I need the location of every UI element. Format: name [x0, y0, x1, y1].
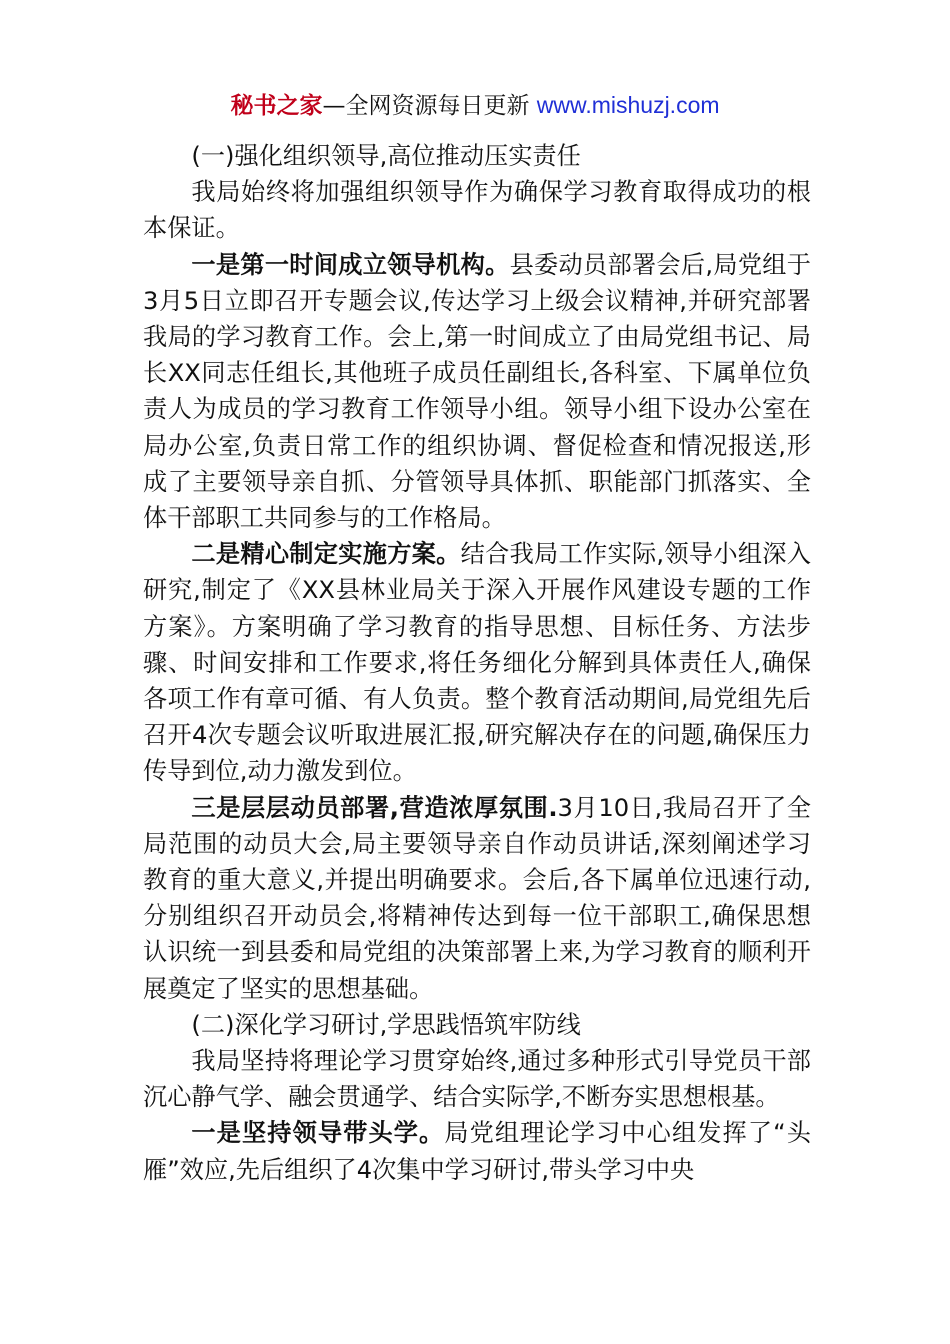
bold-lead: 三是层层动员部署,营造浓厚氛围. [191, 793, 558, 822]
bold-lead: 一是第一时间成立领导机构。 [191, 250, 510, 279]
paragraph-intro-1: 我局始终将加强组织领导作为确保学习教育取得成功的根本保证。 [143, 178, 811, 243]
paragraph-lead-study: 一是坚持领导带头学。局党组理论学习中心组发挥了“头雁”效应,先后组织了4次集中学习研讨,带头学习中央 [143, 1119, 811, 1184]
section-heading-1: (一)强化组织领导,高位推动压实责任 [191, 142, 581, 170]
paragraph-plan: 二是精心制定实施方案。结合我局工作实际,领导小组深入研究,制定了《XX县林业局关于深入开展作风建设专题的工作方案》。方案明确了学习教育的指导思想、目标任务、方法步骤、时间安排和工作要求,将任务细化分解到具体责任人,确保各项工作有章可循、有人负责。整个教育活动期间,局党组先后召开4次专题会议听取进展汇报,研究解决存在的问题,确保压力传导到位,动力激发到位。 [143, 540, 811, 786]
header-tagline: —全网资源每日更新 [322, 93, 537, 119]
section-heading-2: (二)深化学习研讨,学思践悟筑牢防线 [191, 1010, 581, 1039]
paragraph-leadership-body: 一是第一时间成立领导机构。县委动员部署会后,局党组于3月5日立即召开专题会议,传达学习上级会议精神,并研究部署我局的学习教育工作。会上,第一时间成立了由局党组书记、局长XX同志任组长,其他班子成员任副组长,各科室、下属单位负责人为成员的学习教育工作领导小组。领导小组下设办公室在局办公室,负责日常工作的组织协调、督促检查和情况报送,形成了主要领导亲自抓、分管领导具体抓、职能部门抓落实、全体干部职工共同参与的工作格局。 [143, 250, 811, 533]
brand-name: 秘书之家 [230, 93, 323, 119]
paragraph-intro-2: 我局坚持将理论学习贯穿始终,通过多种形式引导党员干部沉心静气学、融会贯通学、结合实际学,不断夯实思想根基。 [143, 1047, 811, 1112]
paragraph-mobilization: 三是层层动员部署,营造浓厚氛围.3月10日,我局召开了全局范围的动员大会,局主要领导亲自作动员讲话,深刻阐述学习教育的重大意义,并提出明确要求。会后,各下属单位迅速行动,分别组织召开动员会,将精神传达到每一位干部职工,确保思想认识统一到县委和局党组的决策部署上来,为学习教育的顺利开展奠定了坚实的思想基础。 [143, 793, 811, 1003]
page-header [0, 88, 950, 123]
bold-lead: 二是精心制定实施方案。 [191, 540, 461, 569]
website-link[interactable]: www.mishuzj.com [536, 92, 720, 118]
document-body [143, 138, 811, 1188]
bold-lead: 一是坚持领导带头学。 [191, 1119, 445, 1148]
